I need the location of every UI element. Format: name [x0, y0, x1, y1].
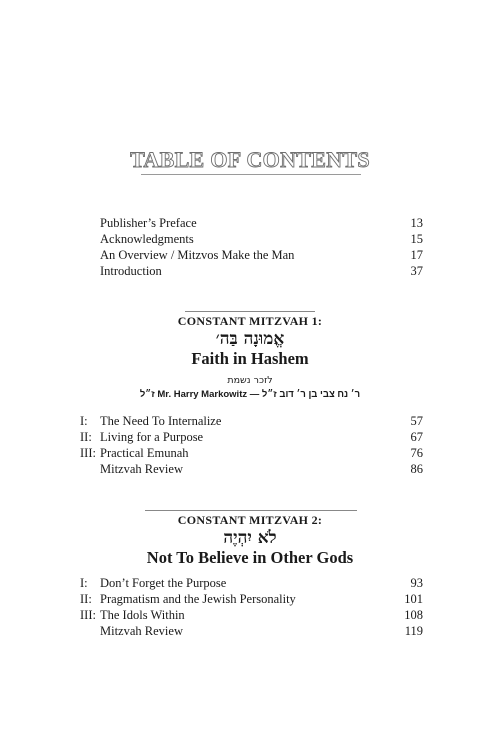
title-underline — [141, 174, 361, 175]
entry-page: 13 — [410, 216, 423, 230]
section-hebrew-title: אֱמוּנָה בַּה׳ — [215, 329, 285, 349]
toc-entry[interactable] — [0, 231, 500, 247]
entry-page: 108 — [404, 608, 423, 622]
section-title: Not To Believe in Other Gods — [146, 548, 354, 567]
entry-label: The Idols Within — [100, 608, 185, 622]
entry-page: 76 — [410, 446, 423, 460]
toc-entry[interactable] — [0, 413, 500, 429]
entry-page: 67 — [410, 430, 423, 444]
toc-entry[interactable] — [0, 461, 500, 477]
entry-label: Introduction — [100, 264, 162, 278]
section-label: CONSTANT MITZVAH 1: — [177, 314, 323, 328]
entry-label: Acknowledgments — [100, 232, 194, 246]
dedication-line: ז״ל Mr. Harry Markowitz — ר׳ נח צבי בן ר׳ דוב ז״ל — [139, 389, 361, 400]
section-label: CONSTANT MITZVAH 2: — [177, 513, 323, 527]
entry-page: 37 — [410, 264, 423, 278]
entry-label: Mitzvah Review — [100, 624, 183, 638]
entry-page: 57 — [410, 414, 423, 428]
entry-number: I: — [80, 414, 88, 428]
dedication-hebrew: לזכר נשמת — [227, 375, 273, 386]
toc-title: TABLE OF CONTENTS — [130, 147, 370, 172]
toc-entry[interactable] — [0, 215, 500, 231]
toc-entry[interactable] — [0, 623, 500, 639]
entry-number: III: — [80, 446, 96, 460]
entry-label: Practical Emunah — [100, 446, 189, 460]
entry-number: I: — [80, 576, 88, 590]
toc-entry[interactable] — [0, 429, 500, 445]
section-title: Faith in Hashem — [191, 349, 309, 368]
entry-label: Don’t Forget the Purpose — [100, 576, 227, 590]
section-rule — [185, 311, 315, 312]
entry-label: Publisher’s Preface — [100, 216, 197, 230]
section-1-entries — [0, 413, 500, 477]
toc-entry[interactable] — [0, 445, 500, 461]
entry-page: 17 — [410, 248, 423, 262]
section-hebrew-title: לֹא יִהְיֶה — [223, 528, 277, 548]
entry-number: II: — [80, 592, 92, 606]
entry-page: 86 — [410, 462, 423, 476]
entry-number: III: — [80, 608, 96, 622]
entry-label: An Overview / Mitzvos Make the Man — [100, 248, 295, 262]
section-rule — [145, 510, 357, 511]
section-heading — [0, 513, 500, 568]
front-matter-list — [0, 215, 500, 279]
entry-page: 15 — [410, 232, 423, 246]
toc-entry[interactable] — [0, 263, 500, 279]
section-heading — [0, 314, 500, 369]
entry-label: The Need To Internalize — [100, 414, 222, 428]
section-2-entries — [0, 575, 500, 639]
toc-entry[interactable] — [0, 247, 500, 263]
toc-entry[interactable] — [0, 591, 500, 607]
entry-number: II: — [80, 430, 92, 444]
entry-label: Pragmatism and the Jewish Personality — [100, 592, 296, 606]
toc-entry[interactable] — [0, 575, 500, 591]
entry-page: 119 — [404, 624, 423, 638]
entry-page: 101 — [404, 592, 423, 606]
entry-page: 93 — [410, 576, 423, 590]
entry-label: Mitzvah Review — [100, 462, 183, 476]
toc-entry[interactable] — [0, 607, 500, 623]
entry-label: Living for a Purpose — [100, 430, 204, 444]
